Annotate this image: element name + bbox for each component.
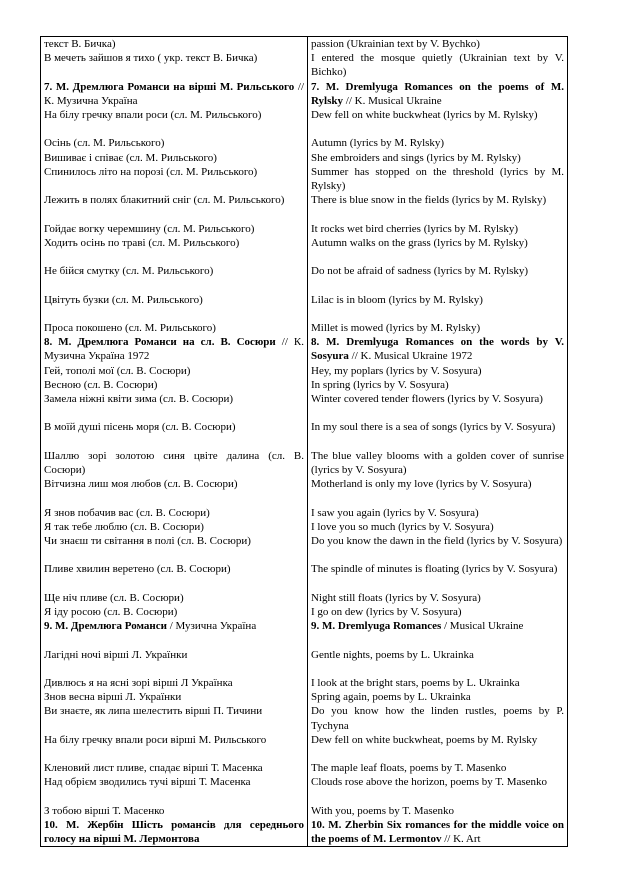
table-row [41,108,568,136]
entry-text: Над обрієм зводились тучі вірші Т. Масенка [44,776,251,789]
english-cell [308,775,568,803]
section-heading: 9. M. Dremlyuga Romances [311,620,442,633]
table-row [41,165,568,193]
entry-text: / Музична Україна [166,620,257,633]
ukrainian-cell [41,761,308,775]
entry-text: In my soul there is a sea of songs (lyrics by V. Sosyura) [311,421,556,434]
entry-text: With you, poems by T. Masenko [311,804,455,817]
entry-text: Цвітуть бузки (сл. М. Рильського) [44,293,203,306]
english-cell [308,321,568,335]
table-row [41,562,568,590]
section-heading: 8. M. Dremlyuga Romances on the words by V. Sosyura [311,336,564,363]
entry-text: // К. Музична Україна [44,80,304,107]
entry-text: Весною (сл. В. Сосюри) [44,378,158,391]
ukrainian-cell [41,80,308,108]
table-row [41,449,568,477]
table-row [41,293,568,321]
ukrainian-cell [41,733,308,761]
entry-text: Осінь (сл. М. Рильського) [44,137,165,150]
ukrainian-cell [41,562,308,590]
entry-text: Знов весна вірші Л. Українки [44,691,182,704]
table-row [41,676,568,690]
english-cell [308,477,568,505]
table-row [41,335,568,363]
ukrainian-cell [41,293,308,321]
ukrainian-cell [41,151,308,165]
entry-text: Кленовий лист пливе, спадає вірші Т. Масенка [44,762,263,775]
table-row [41,364,568,378]
table-body [41,37,568,847]
english-cell [308,236,568,264]
entry-text: Autumn walks on the grass (lyrics by M. Rylsky) [311,236,528,249]
english-cell [308,761,568,775]
ukrainian-cell [41,648,308,676]
ukrainian-cell [41,818,308,847]
entry-text: З тобою вірші Т. Масенко [44,804,165,817]
entry-text: Я іду росою (сл. В. Сосюри) [44,605,178,618]
english-cell [308,619,568,647]
english-cell [308,37,568,52]
ukrainian-cell [41,193,308,221]
entry-text: Не бійся смутку (сл. М. Рильського) [44,265,214,278]
english-cell [308,818,568,847]
english-cell [308,704,568,732]
english-cell [308,193,568,221]
english-cell [308,335,568,363]
english-cell [308,562,568,590]
entry-text: На білу гречку впали роси вірші М. Рильського [44,733,267,746]
entry-text: Summer has stopped on the threshold (lyrics by M. Rylsky) [311,165,564,193]
table-row [41,477,568,505]
entry-text: Ще ніч пливе (сл. В. Сосюри) [44,591,184,604]
english-cell [308,648,568,676]
table-row [41,605,568,619]
entry-text: Night still floats (lyrics by V. Sosyura) [311,591,481,604]
ukrainian-cell [41,236,308,264]
ukrainian-cell [41,165,308,193]
ukrainian-cell [41,477,308,505]
entry-text: I love you so much (lyrics by V. Sosyura) [311,520,494,533]
table-row [41,619,568,647]
entry-text: Hey, my poplars (lyrics by V. Sosyura) [311,364,482,377]
ukrainian-cell [41,690,308,704]
table-row [41,818,568,847]
ukrainian-cell [41,520,308,534]
entry-text: In spring (lyrics by V. Sosyura) [311,378,449,391]
ukrainian-cell [41,364,308,378]
ukrainian-cell [41,392,308,420]
ukrainian-cell [41,619,308,647]
section-heading: 7. M. Dremlyuga Romances on the poems of M. Rylsky [311,80,564,107]
table-row [41,704,568,732]
entry-text: Вітчизна лиш моя любов (сл. В. Сосюри) [44,478,238,491]
entry-text: Dew fell on white buckwheat, poems by M. Rylsky [311,733,538,746]
table-row [41,151,568,165]
table-row [41,222,568,236]
ukrainian-cell [41,449,308,477]
ukrainian-cell [41,51,308,79]
ukrainian-cell [41,321,308,335]
entry-text: Дивлюсь я на ясні зорі вірші Л Українка [44,676,233,689]
entry-text: текст В. Бичка) [44,38,116,50]
table-row [41,51,568,79]
table-row [41,236,568,264]
entry-text: Motherland is only my love (lyrics by V. Sosyura) [311,478,532,491]
entry-text: passion (Ukrainian text by V. Bychko) [311,38,480,50]
ukrainian-cell [41,591,308,605]
entry-text: На білу гречку впали роси (сл. М. Рильського) [44,109,262,122]
english-cell [308,605,568,619]
bibliography-table [40,36,568,847]
ukrainian-cell [41,534,308,562]
table-row [41,520,568,534]
section-heading: 10. M. Zherbin Six romances for the middle voice on the poems of M. Lermontov [311,818,564,846]
entry-text: В мечеть зайшов я тихо ( укр. текст В. Бичка) [44,52,258,65]
table-row [41,37,568,52]
entry-text: Winter covered tender flowers (lyrics by V. Sosyura) [311,393,543,405]
entry-text: The maple leaf floats, poems by T. Masenko [311,762,507,775]
table-row [41,392,568,420]
entry-text: // К. Музична Україна 1972 [44,336,304,363]
entry-text: Лагідні ночі вірші Л. Українки [44,648,188,661]
english-cell [308,733,568,761]
ukrainian-cell [41,108,308,136]
table-row [41,690,568,704]
english-cell [308,591,568,605]
entry-text: Гей, тополі мої (сл. В. Сосюри) [44,364,191,377]
english-cell [308,676,568,690]
table-row [41,378,568,392]
table-row [41,136,568,150]
entry-text: Проса покошено (сл. М. Рильського) [44,321,216,334]
entry-text: Ходить осінь по траві (сл. М. Рильського) [44,236,240,249]
section-heading: 7. М. Дремлюга Романси на вірші М. Рильського [44,80,295,93]
english-cell [308,151,568,165]
section-heading: 10. М. Жербін Шість романсів для середнього голосу на вірші М. Лермонтова [44,818,304,846]
entry-text: I look at the bright stars, poems by L. Ukrainka [311,676,520,689]
entry-text: Autumn (lyrics by M. Rylsky) [311,137,445,150]
english-cell [308,392,568,420]
entry-text: Lilac is in bloom (lyrics by M. Rylsky) [311,293,483,306]
entry-text: Spring again, poems by L. Ukrainka [311,691,471,704]
entry-text: Лежить в полях блакитний сніг (сл. М. Рильського) [44,194,285,207]
entry-text: В моїй душі пісень моря (сл. В. Сосюри) [44,421,236,434]
entry-text: Dew fell on white buckwheat (lyrics by M. Rylsky) [311,109,538,122]
table-row [41,321,568,335]
entry-text: Чи знаєш ти світання в полі (сл. В. Сосюри) [44,534,251,547]
ukrainian-cell [41,136,308,150]
ukrainian-cell [41,775,308,803]
entry-text: Шаллю зорі золотою синя цвіте далина (сл. В. Сосюри) [44,449,304,476]
table-row [41,193,568,221]
entry-text: I entered the mosque quietly (Ukrainian text by V. Bichko) [311,52,564,79]
entry-text: Ви знаєте, як липа шелестить вірші П. Тичини [44,705,263,718]
english-cell [308,449,568,477]
table-row [41,80,568,108]
table-row [41,420,568,448]
table-row [41,591,568,605]
english-cell [308,264,568,292]
table-row [41,733,568,761]
entry-text: Замела ніжні квіти зима (сл. В. Сосюри) [44,393,234,405]
entry-text: Do you know the dawn in the field (lyrics by V. Sosyura) [311,534,563,547]
entry-text: Гойдає вогку черемшину (сл. М. Рильського) [44,222,255,235]
entry-text: She embroiders and sings (lyrics by M. Rylsky) [311,151,521,164]
entry-text: Clouds rose above the horizon, poems by T. Masenko [311,776,548,789]
entry-text: I go on dew (lyrics by V. Sosyura) [311,605,462,618]
entry-text: Do you know how the linden rustles, poems by P. Tychyna [311,705,564,732]
english-cell [308,506,568,520]
entry-text: The spindle of minutes is floating (lyrics by V. Sosyura) [311,563,558,576]
entry-text: The blue valley blooms with a golden cover of sunrise (lyrics by V. Sosyura) [311,449,564,476]
section-heading: 9. М. Дремлюга Романси [44,620,167,633]
english-cell [308,51,568,79]
english-cell [308,534,568,562]
english-cell [308,80,568,108]
table-row [41,534,568,562]
table-row [41,264,568,292]
entry-text: Millet is mowed (lyrics by M. Rylsky) [311,321,481,334]
ukrainian-cell [41,335,308,363]
ukrainian-cell [41,804,308,818]
ukrainian-cell [41,378,308,392]
table-row [41,804,568,818]
entry-text: There is blue snow in the fields (lyrics by M. Rylsky) [311,194,547,207]
english-cell [308,165,568,193]
ukrainian-cell [41,222,308,236]
entry-text: Gentle nights, poems by L. Ukrainka [311,648,474,661]
ukrainian-cell [41,420,308,448]
entry-text: / Musical Ukraine [441,620,524,633]
english-cell [308,364,568,378]
ukrainian-cell [41,506,308,520]
entry-text: Спинилось літо на порозі (сл. М. Рильського) [44,165,258,178]
table-row [41,648,568,676]
entry-text: Я так тебе люблю (сл. В. Сосюри) [44,520,204,533]
entry-text: // K. Musical Ukraine 1972 [348,350,473,363]
entry-text: It rocks wet bird cherries (lyrics by M. Rylsky) [311,222,518,235]
ukrainian-cell [41,676,308,690]
ukrainian-cell [41,264,308,292]
entry-text: // K. Musical Ukraine [343,94,442,107]
ukrainian-cell [41,605,308,619]
entry-text: // K. Art [441,833,481,846]
entry-text: Вишиває і співає (сл. М. Рильського) [44,151,217,164]
english-cell [308,222,568,236]
section-heading: 8. М. Дремлюга Романси на сл. В. Сосюри [44,336,276,349]
english-cell [308,378,568,392]
entry-text: Пливе хвилин веретено (сл. В. Сосюри) [44,563,231,576]
entry-text: Do not be afraid of sadness (lyrics by M. Rylsky) [311,265,529,278]
table-row [41,761,568,775]
english-cell [308,420,568,448]
table-row [41,506,568,520]
english-cell [308,804,568,818]
entry-text: Я знов побачив вас (сл. В. Сосюри) [44,506,210,519]
ukrainian-cell [41,704,308,732]
english-cell [308,293,568,321]
ukrainian-cell [41,37,308,52]
english-cell [308,136,568,150]
entry-text: I saw you again (lyrics by V. Sosyura) [311,506,479,519]
english-cell [308,108,568,136]
table-row [41,775,568,803]
english-cell [308,520,568,534]
english-cell [308,690,568,704]
